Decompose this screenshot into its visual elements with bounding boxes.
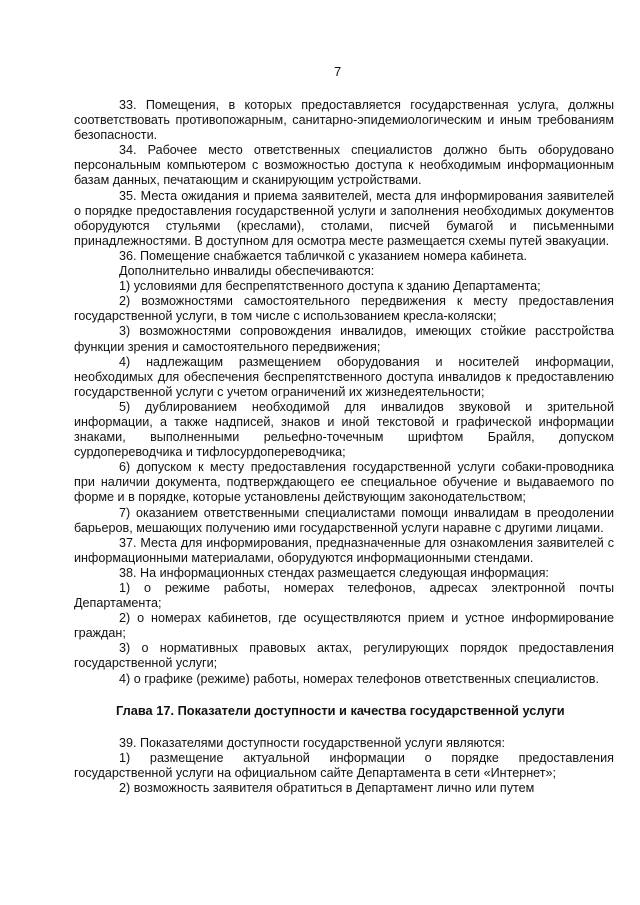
paragraph-36: 36. Помещение снабжается табличкой с указанием номера кабинета.	[119, 248, 527, 263]
paragraph-34: 34. Рабочее место ответственных специалистов должно быть оборудовано персональным компьютером с возможностью доступа к необходимым информационным базам данных, печатающим и сканирующим устройствами.	[74, 143, 614, 188]
list-item: 1) размещение актуальной информации о порядке предоставления государственной услуги на официальном сайте Департамента в сети «Интернет»;	[74, 750, 614, 780]
paragraph-37: 37. Места для информирования, предназначенные для ознакомления заявителей с информационными материалами, оборудуются информационными стендами.	[74, 535, 614, 565]
paragraph-39: 39. Показателями доступности государственной услуги являются:	[119, 735, 505, 750]
list-item: 2) возможностями самостоятельного передвижения к месту предоставления государственной услуги, в том числе с использованием кресла-коляски;	[74, 294, 614, 324]
list-item: 6) допуском к месту предоставления государственной услуги собаки-проводника при наличии документа, подтверждающего ее специальное обучение и выдаваемого по форме и в порядке, которые установлены действующим законодательством;	[74, 460, 614, 505]
list-item: 1) условиями для беспрепятственного доступа к зданию Департамента;	[119, 279, 541, 294]
list-item: 4) надлежащим размещением оборудования и носителей информации, необходимых для обеспечения беспрепятственного доступа инвалидов к предоставлению государственной услуги с учетом ограничений их жизнедеятельности;	[74, 354, 614, 399]
paragraph-38: 38. На информационных стендах размещается следующая информация:	[119, 565, 549, 580]
chapter-heading: Глава 17. Показатели доступности и качества государственной услуги	[116, 702, 565, 718]
list-item: 4) о графике (режиме) работы, номерах телефонов ответственных специалистов.	[119, 671, 600, 686]
list-item: 5) дублированием необходимой для инвалидов звуковой и зрительной информации, а также надписей, знаков и иной текстовой и графической информации знаками, выполненными рельефно-точечным шрифтом Брайля, допуском сурдопереводчика и тифлосурдопереводчика;	[74, 399, 614, 460]
list-item: 1) о режиме работы, номерах телефонов, адресах электронной почты Департамента;	[74, 581, 614, 611]
paragraph-35: 35. Места ожидания и приема заявителей, места для информирования заявителей о порядке предоставления государственной услуги и заполнения необходимых документов оборудуются стульями (креслами), столами, писчей бумагой и письменными принадлежностями. В доступном для осмотра месте размещается схемы путей эвакуации.	[74, 188, 614, 248]
list-item: 3) возможностями сопровождения инвалидов, имеющих стойкие расстройства функции зрения и самостоятельного передвижения;	[74, 324, 614, 354]
page-number: 7	[334, 64, 342, 79]
list-item: 2) возможность заявителя обратиться в Департамент лично или путем	[119, 781, 535, 796]
list-item: 7) оказанием ответственными специалистами помощи инвалидам в преодолении барьеров, мешающих получению ими государственной услуги наравне с другими лицами.	[74, 505, 614, 535]
paragraph-33: 33. Помещения, в которых предоставляется государственная услуга, должны соответствовать противопожарным, санитарно-эпидемиологическим и иным требованиям безопасности.	[74, 98, 614, 143]
list-item: 2) о номерах кабинетов, где осуществляются прием и устное информирование граждан;	[74, 611, 614, 641]
list-item: 3) о нормативных правовых актах, регулирующих порядок предоставления государственной услуги;	[74, 641, 614, 671]
document-body	[74, 98, 614, 796]
paragraph-disabled-intro: Дополнительно инвалиды обеспечиваются:	[119, 264, 375, 279]
